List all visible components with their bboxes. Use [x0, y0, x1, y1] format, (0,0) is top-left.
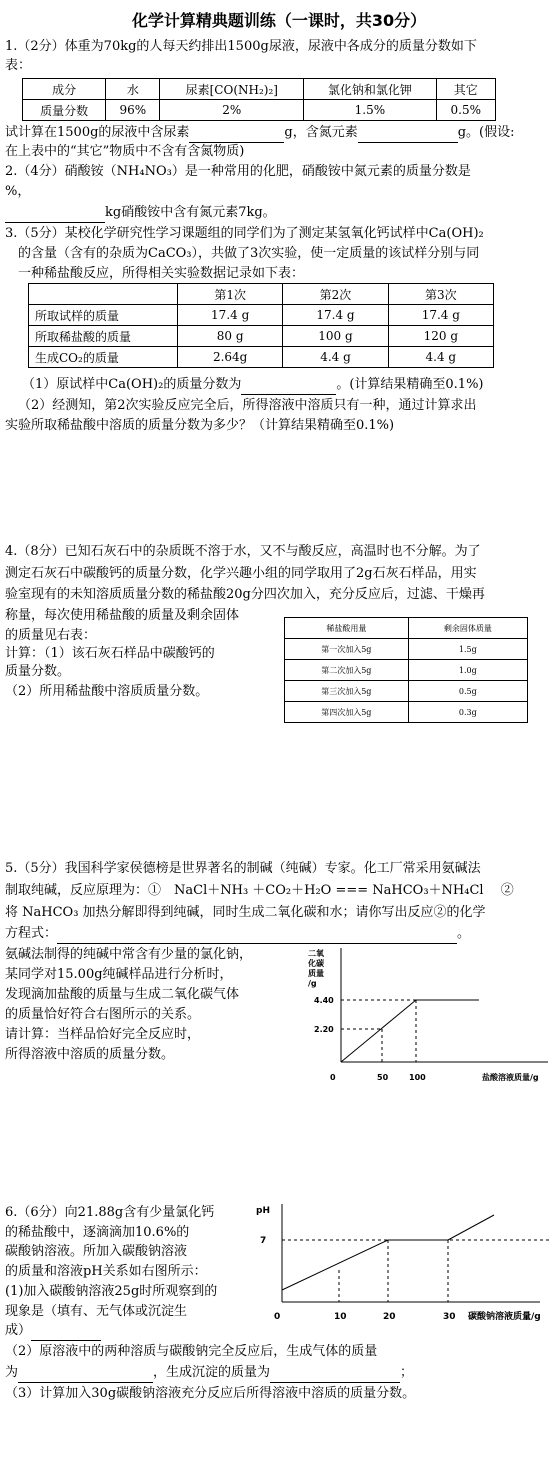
q3-part2-b: 实验所取稀盐酸中溶质的质量分数为多少？（计算结果精确至0.1%) [5, 418, 395, 433]
q6-line5: (1)加入碳酸钠溶液25g时所观察到的 [5, 1284, 218, 1299]
q1-line4: 在上表中的“其它”物质中不含有含氮物质) [5, 144, 245, 159]
q1-header-1: 水 [106, 79, 160, 100]
q6-rising-line-1 [282, 1240, 388, 1290]
q6-xtick-20: 20 [383, 1312, 396, 1322]
q4-line2: 测定石灰石中碳酸钙的质量分数，化学兴趣小组的同学取用了2g石灰石样品，用实 [5, 566, 477, 581]
q3-header-2: 第2次 [283, 284, 388, 305]
q3-line3: 一种稀盐酸反应，所得相关实验数据记录如下表： [18, 266, 305, 281]
q6-line2: 的稀盐酸中，逐滴滴加10.6%的 [5, 1225, 190, 1240]
q6-line10: （3）计算加入30g碳酸钠溶液充分反应后所得溶液中溶质的质量分数。 [5, 1386, 416, 1401]
answer-blank[interactable] [31, 1322, 101, 1341]
q4-row1-c0: 第二次加入5g [285, 660, 409, 681]
q1-line3-c: g。(假设: [457, 125, 515, 140]
q1-header-0: 成分 [23, 79, 106, 100]
q4-row0-c1: 1.5g [408, 639, 527, 660]
q5-ytick-220: 2.20 [314, 1025, 334, 1034]
q2-line3-text: kg硝酸铵中含有氮元素7kg。 [105, 205, 276, 220]
q3-row2-c2: 4.4 g [283, 347, 388, 368]
q5-line3: 将 NaHCO₃ 加热分解即得到纯碱，同时生成二氧化碳和水；请你写出反应②的化学 [5, 905, 486, 920]
answer-blank[interactable] [5, 204, 105, 223]
q3-part1 [22, 376, 484, 395]
q1-cell-4: 0.5% [436, 100, 495, 121]
q3-row1-c1: 80 g [178, 326, 283, 347]
q3-row2-c1: 2.64g [178, 347, 283, 368]
answer-blank[interactable] [241, 376, 336, 395]
q1-cell-0: 质量分数 [23, 100, 106, 121]
q6-graph [250, 1198, 556, 1330]
q4-row3-c1: 0.3g [408, 702, 527, 723]
q5-ylabel-2: 化碳 [308, 959, 324, 968]
q5-graph [296, 948, 558, 1090]
q4-header-1: 剩余固体质量 [408, 618, 527, 639]
q1-line1: 1.（2分）体重为70kg的人每天约排出1500g尿液，尿液中各成分的质量分数如下 [5, 39, 477, 54]
answer-blank[interactable] [18, 1364, 153, 1383]
q5-ylabel-3: 质量 [308, 969, 324, 978]
q1-table [22, 78, 496, 121]
q2-line1: 2.（4分）硝酸铵（NH₄NO₃）是一种常用的化肥，硝酸铵中氮元素的质量分数是 [5, 164, 471, 179]
q1-cell-2: 2% [160, 100, 304, 121]
q6-line9-a: 为 [5, 1365, 19, 1380]
q2-line3 [5, 204, 276, 223]
q6-origin: 0 [274, 1312, 281, 1322]
q1-cell-1: 96% [106, 100, 160, 121]
q6-ytick-7: 7 [260, 1236, 267, 1246]
q3-table [28, 283, 494, 368]
q4-header-0: 稀盐酸用量 [285, 618, 409, 639]
q6-xlabel: 碳酸钠溶液质量/g [468, 1312, 541, 1322]
q5-rising-line [341, 1000, 416, 1062]
q4-table [284, 617, 528, 723]
q2-line2: %， [5, 184, 31, 199]
q4-line4: 称量，每次使用稀盐酸的质量及剩余固体 [5, 608, 240, 623]
q1-header-2: 尿素[CO(NH₂)₂] [160, 79, 304, 100]
q1-line2: 表： [5, 58, 32, 73]
answer-blank[interactable] [189, 124, 284, 143]
q4-line8: （2）所用稀盐酸中溶质质量分数。 [5, 684, 209, 699]
q6-line9-c: ； [400, 1365, 414, 1380]
q5-line2: 制取纯碱，反应原理为：① NaCl＋NH₃ ＋CO₂＋H₂O === NaHCO₃＋NH₄Cl ② [5, 883, 514, 898]
q4-row0-c0: 第一次加入5g [285, 639, 409, 660]
answer-blank[interactable] [358, 124, 458, 143]
q4-row3-c0: 第四次加入5g [285, 702, 409, 723]
q3-row1-c2: 100 g [283, 326, 388, 347]
q4-line6: 计算：（1）该石灰石样品中碳酸钙的 [5, 646, 215, 661]
q4-line5: 的质量见右表： [5, 628, 97, 643]
q4-row2-c0: 第三次加入5g [285, 681, 409, 702]
q4-line3: 验室现有的未知溶质质量分数的稀盐酸20g分四次加入，充分反应后，过滤、干燥再 [5, 587, 485, 602]
q3-row0-label: 所取试样的质量 [29, 305, 178, 326]
q6-line7 [5, 1322, 101, 1341]
q4-row2-c1: 0.5g [408, 681, 527, 702]
q3-row1-label: 所取稀盐酸的质量 [29, 326, 178, 347]
q3-part1-a: （1）原试样中Ca(OH)₂的质量分数为 [22, 377, 242, 392]
q5-line10: 所得溶液中溶质的质量分数。 [5, 1047, 175, 1062]
q3-part2-a: （2）经测知，第2次实验反应完全后，所得溶液中溶质只有一种，通过计算求出 [18, 398, 477, 413]
q3-row2-label: 生成CO₂的质量 [29, 347, 178, 368]
q6-line6: 现象是（填有、无气体或沉淀生 [5, 1304, 188, 1319]
q6-ylabel: pH [256, 1206, 270, 1216]
q3-row0-c2: 17.4 g [283, 305, 388, 326]
answer-blank[interactable] [57, 925, 457, 944]
q6-xtick-10: 10 [334, 1312, 347, 1322]
q3-row0-c1: 17.4 g [178, 305, 283, 326]
q5-ylabel-1: 二氧 [308, 949, 324, 958]
q5-line9: 请计算：当样品恰好完全反应时， [5, 1027, 201, 1042]
q4-row1-c1: 1.0g [408, 660, 527, 681]
page-title: 化学计算精典题训练（一课时，共30分） [131, 11, 427, 30]
q5-xlabel: 盐酸溶液质量/g [482, 1073, 539, 1082]
q4-line7: 质量分数。 [5, 664, 71, 679]
q6-line3: 碳酸钠溶液。所加入碳酸钠溶液 [5, 1244, 188, 1259]
q6-rising-line-2 [448, 1215, 494, 1240]
q5-line6: 某同学对15.00g纯碱样品进行分析时， [5, 967, 233, 982]
q5-xtick-100: 100 [409, 1073, 426, 1082]
q5-line8: 的质量恰好符合右图所示的关系。 [5, 1007, 201, 1022]
q5-origin: 0 [330, 1073, 336, 1082]
q5-line4-a: 方程式： [5, 926, 58, 941]
q3-row2-c3: 4.4 g [388, 347, 493, 368]
q1-header-3: 氯化钠和氯化钾 [304, 79, 436, 100]
q5-line5: 氨碱法制得的纯碱中常含有少量的氯化钠， [5, 947, 253, 962]
q1-line3-a: 试计算在1500g的尿液中含尿素 [5, 125, 190, 140]
q6-line7-text: 成） [5, 1323, 32, 1338]
q5-line4-b: 。 [457, 926, 471, 941]
q6-line9-b: ，生成沉淀的质量为 [153, 1365, 271, 1380]
q5-line1: 5.（5分）我国科学家侯德榜是世界著名的制碱（纯碱）专家。化工厂常采用氨碱法 [5, 861, 481, 876]
q5-xtick-50: 50 [377, 1073, 389, 1082]
q3-header-0 [29, 284, 178, 305]
q5-line4 [5, 925, 470, 944]
q3-line2: 的含量（含有的杂质为CaCO₃），共做了3次实验，使一定质量的该试样分别与同 [18, 246, 480, 261]
q3-header-1: 第1次 [178, 284, 283, 305]
q6-line4: 的质量和溶液pH关系如右图所示： [5, 1264, 207, 1279]
q6-line8: （2）原溶液中的两种溶质与碳酸钠完全反应后，生成气体的质量 [5, 1344, 378, 1359]
answer-blank[interactable] [270, 1364, 400, 1383]
q1-header-4: 其它 [436, 79, 495, 100]
q3-part1-b: 。(计算结果精确至0.1%) [336, 377, 484, 392]
q3-line1: 3.（5分）某校化学研究性学习课题组的同学们为了测定某氢氧化钙试样中Ca(OH)₂ [5, 226, 484, 241]
q1-line3 [5, 124, 515, 143]
q5-ytick-440: 4.40 [314, 996, 334, 1005]
q5-ylabel-4: /g [308, 979, 317, 988]
q3-header-3: 第3次 [388, 284, 493, 305]
q5-line7: 发现滴加盐酸的质量与生成二氧化碳气体 [5, 987, 240, 1002]
q3-row1-c3: 120 g [388, 326, 493, 347]
q1-line3-b: g，含氮元素 [284, 125, 358, 140]
q4-line1: 4.（8分）已知石灰石中的杂质既不溶于水，又不与酸反应，高温时也不分解。为了 [5, 544, 481, 559]
q6-xtick-30: 30 [443, 1312, 456, 1322]
q1-cell-3: 1.5% [304, 100, 436, 121]
q6-line9 [5, 1364, 413, 1383]
q3-row0-c3: 17.4 g [388, 305, 493, 326]
q6-line1: 6.（6分）向21.88g含有少量氯化钙 [5, 1205, 215, 1220]
